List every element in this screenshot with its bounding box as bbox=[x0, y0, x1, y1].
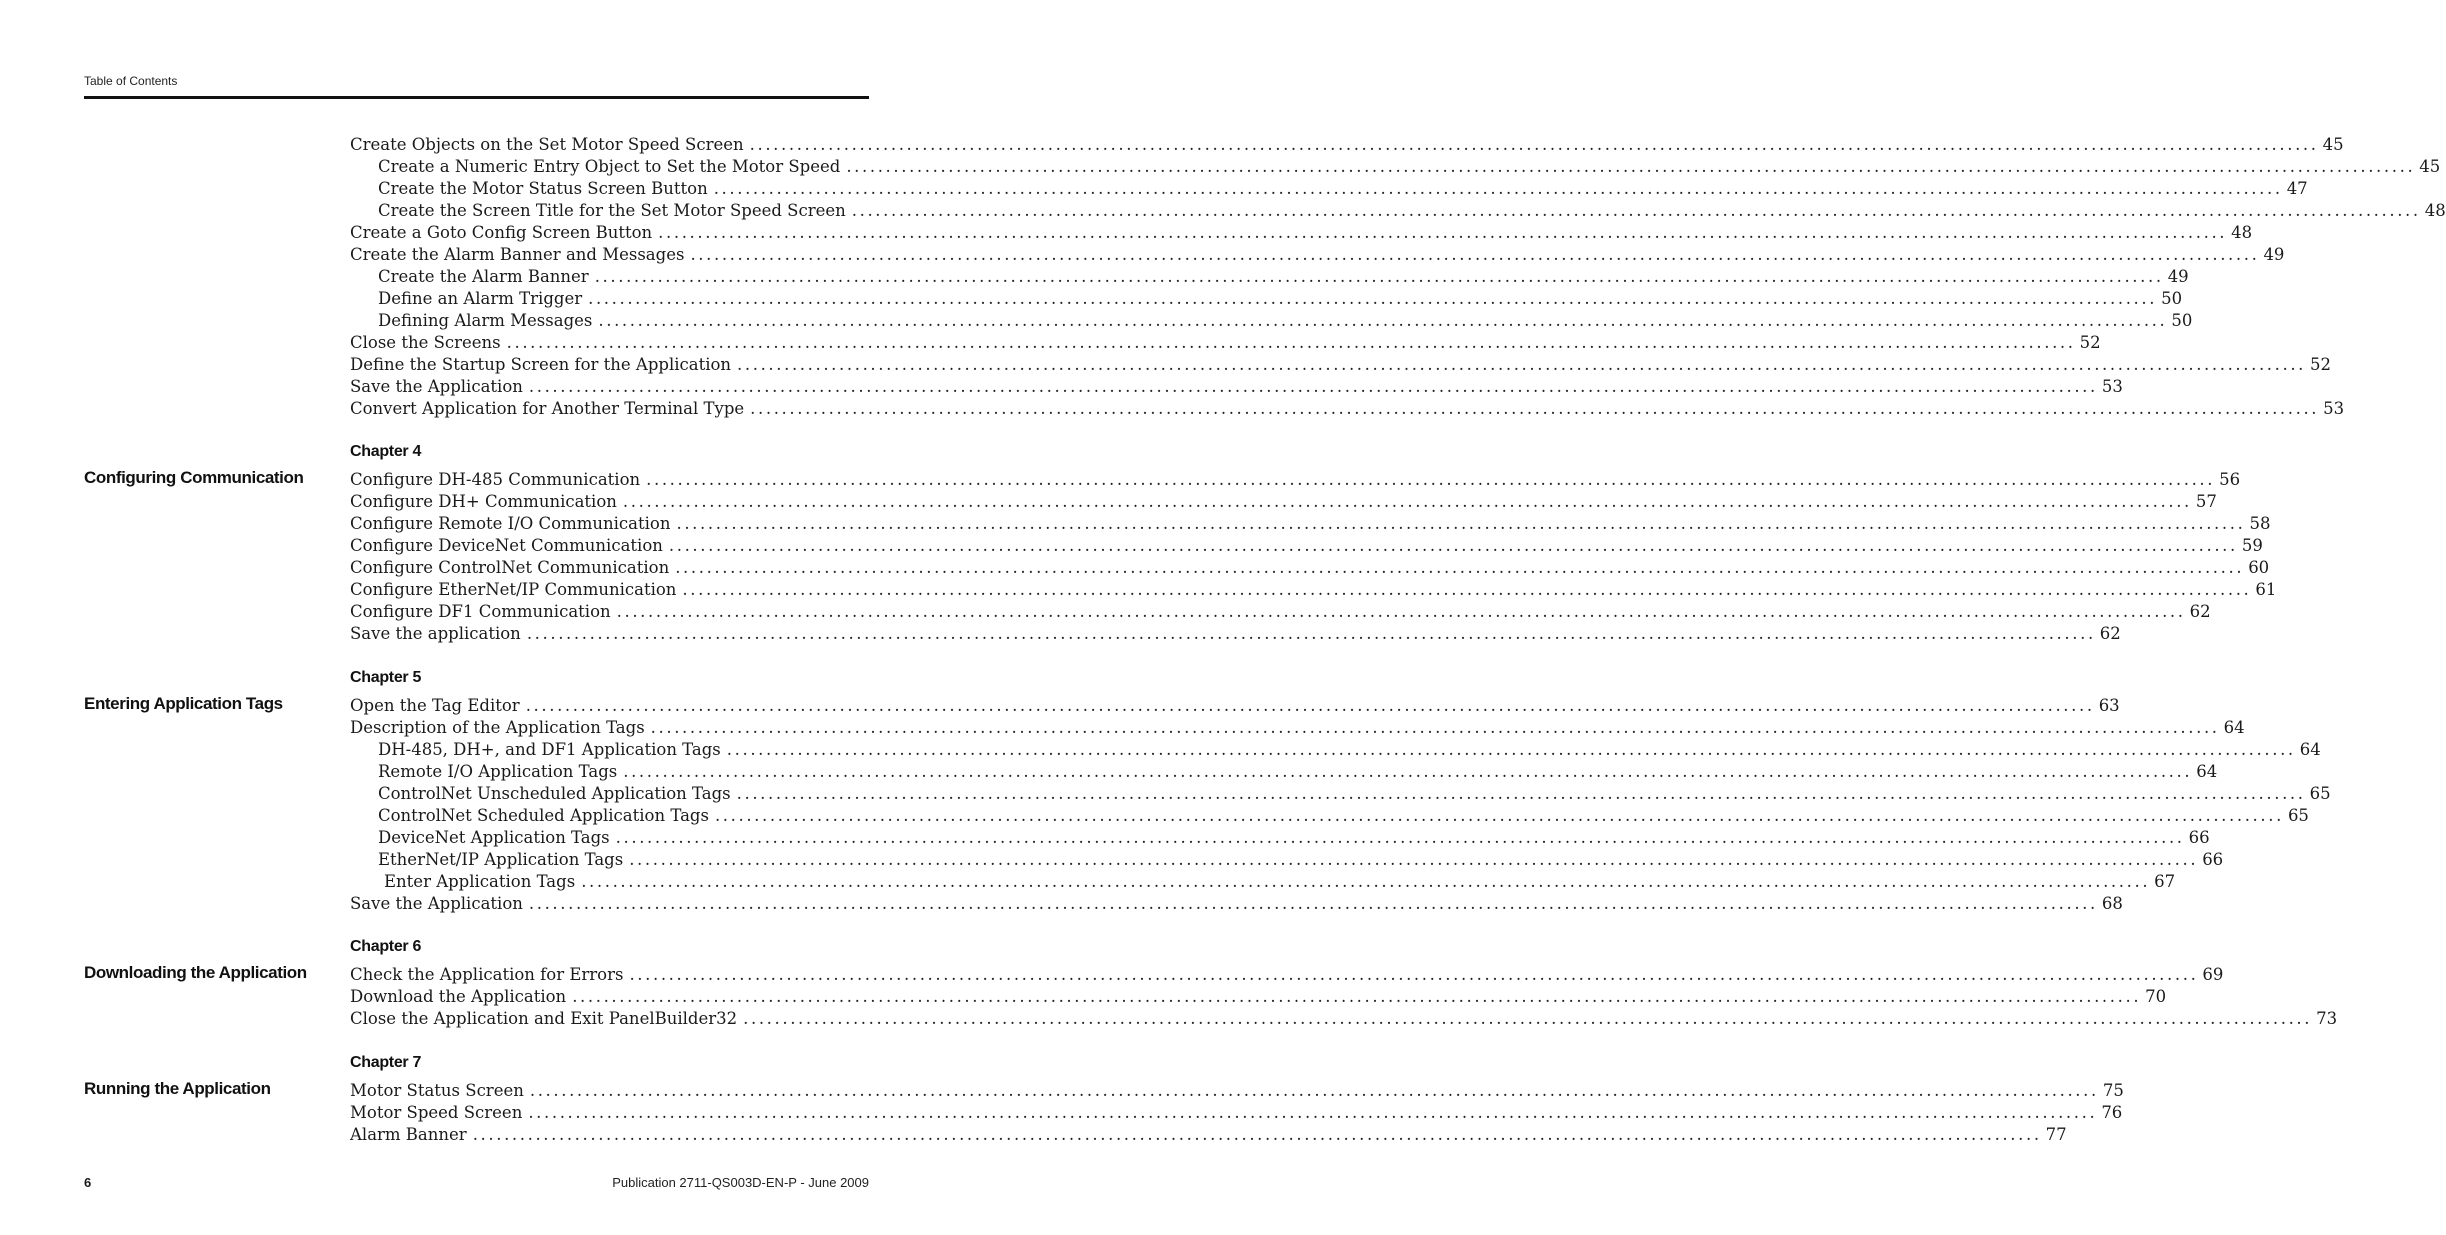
toc-entry-page: 63 bbox=[2098, 696, 2120, 715]
toc-entry-page: 48 bbox=[2231, 223, 2253, 242]
toc-entry[interactable] bbox=[350, 178, 2308, 200]
toc-entry[interactable] bbox=[350, 156, 2441, 178]
toc-entry-title: Save the application bbox=[350, 624, 521, 643]
dot-leader: ........................................................................................................................................................................................................ bbox=[616, 602, 2186, 621]
toc-entry-page: 66 bbox=[2188, 828, 2210, 847]
dot-leader: ........................................................................................................................................................................................................ bbox=[737, 355, 2307, 374]
toc-entry-title: Create a Numeric Entry Object to Set the Motor Speed bbox=[378, 157, 841, 176]
toc-entry-page: 47 bbox=[2286, 179, 2308, 198]
toc-entry[interactable] bbox=[350, 244, 2285, 266]
dot-leader: ........................................................................................................................................................................................................ bbox=[594, 267, 2164, 286]
dot-leader: ........................................................................................................................................................................................................ bbox=[526, 624, 2096, 643]
toc-entry[interactable] bbox=[350, 986, 2167, 1008]
toc-entry-title: Configure DH+ Communication bbox=[350, 492, 617, 511]
toc-entry-page: 76 bbox=[2101, 1103, 2123, 1122]
toc-entry[interactable] bbox=[350, 805, 2309, 827]
toc-entry-title: Define the Startup Screen for the Application bbox=[350, 355, 732, 374]
toc-entry-page: 69 bbox=[2202, 965, 2224, 984]
dot-leader: ........................................................................................................................................................................................................ bbox=[528, 1103, 2098, 1122]
toc-entry-title: Defining Alarm Messages bbox=[378, 311, 593, 330]
toc-entry-page: 52 bbox=[2079, 333, 2101, 352]
toc-entry-title: Remote I/O Application Tags bbox=[378, 762, 618, 781]
toc-entry-page: 64 bbox=[2196, 762, 2218, 781]
toc-entry-page: 49 bbox=[2167, 267, 2189, 286]
toc-entry-title: ControlNet Scheduled Application Tags bbox=[378, 806, 709, 825]
toc-entry-title: Configure DH-485 Communication bbox=[350, 470, 641, 489]
chapter-heading: Chapter 7 bbox=[350, 1054, 422, 1071]
toc-entry-title: Configure EtherNet/IP Communication bbox=[350, 580, 677, 599]
dot-leader: ........................................................................................................................................................................................................ bbox=[623, 762, 2193, 781]
chapter-heading: Chapter 6 bbox=[350, 938, 422, 955]
toc-entry-page: 65 bbox=[2287, 806, 2309, 825]
toc-entry[interactable] bbox=[350, 535, 2263, 557]
dot-leader: ........................................................................................................................................................................................................ bbox=[743, 1009, 2313, 1028]
toc-entry-page: 64 bbox=[2299, 740, 2321, 759]
toc-entry[interactable] bbox=[350, 601, 2211, 623]
dot-leader: ........................................................................................................................................................................................................ bbox=[668, 536, 2238, 555]
dot-leader: ........................................................................................................................................................................................................ bbox=[629, 850, 2199, 869]
toc-entry[interactable] bbox=[350, 398, 2345, 420]
dot-leader: ........................................................................................................................................................................................................ bbox=[713, 179, 2283, 198]
dot-leader: ........................................................................................................................................................................................................ bbox=[528, 894, 2098, 913]
toc-entry-title: Open the Tag Editor bbox=[350, 696, 520, 715]
toc-entry-title: DH-485, DH+, and DF1 Application Tags bbox=[378, 740, 721, 759]
toc-entry-title: Enter Application Tags bbox=[384, 872, 576, 891]
toc-entry-page: 70 bbox=[2145, 987, 2167, 1006]
toc-entry-page: 62 bbox=[2099, 624, 2121, 643]
toc-entry[interactable] bbox=[350, 332, 2101, 354]
toc-entry[interactable] bbox=[350, 222, 2253, 244]
dot-leader: ........................................................................................................................................................................................................ bbox=[528, 377, 2098, 396]
dot-leader: ........................................................................................................................................................................................................ bbox=[650, 718, 2220, 737]
dot-leader: ........................................................................................................................................................................................................ bbox=[851, 201, 2421, 220]
toc-entry[interactable] bbox=[350, 893, 2123, 915]
dot-leader: ........................................................................................................................................................................................................ bbox=[598, 311, 2168, 330]
dot-leader: ........................................................................................................................................................................................................ bbox=[506, 333, 2076, 352]
toc-entry[interactable] bbox=[350, 1102, 2123, 1124]
toc-entry-title: Configure DeviceNet Communication bbox=[350, 536, 663, 555]
toc-entry-title: Download the Application bbox=[350, 987, 567, 1006]
running-header: Table of Contents bbox=[84, 74, 178, 88]
toc-entry-title: Save the Application bbox=[350, 377, 523, 396]
toc-entry[interactable] bbox=[350, 134, 2344, 156]
toc-entry[interactable] bbox=[350, 513, 2271, 535]
section-title: Entering Application Tags bbox=[84, 694, 283, 713]
dot-leader: ........................................................................................................................................................................................................ bbox=[846, 157, 2416, 176]
toc-entry-title: Configure ControlNet Communication bbox=[350, 558, 670, 577]
toc-entry[interactable] bbox=[350, 827, 2210, 849]
toc-entry-title: ControlNet Unscheduled Application Tags bbox=[378, 784, 731, 803]
toc-entry[interactable] bbox=[350, 717, 2245, 739]
toc-entry-title: Create the Motor Status Screen Button bbox=[378, 179, 708, 198]
toc-entry[interactable] bbox=[350, 1124, 2067, 1146]
toc-entry[interactable] bbox=[350, 783, 2331, 805]
section-title: Configuring Communication bbox=[84, 468, 304, 487]
toc-entry-page: 50 bbox=[2161, 289, 2183, 308]
dot-leader: ........................................................................................................................................................................................................ bbox=[472, 1125, 2042, 1144]
toc-entry-title: EtherNet/IP Application Tags bbox=[378, 850, 624, 869]
toc-entry[interactable] bbox=[350, 310, 2193, 332]
toc-entry[interactable] bbox=[350, 739, 2321, 761]
toc-entry-page: 56 bbox=[2219, 470, 2241, 489]
dot-leader: ........................................................................................................................................................................................................ bbox=[676, 514, 2246, 533]
dot-leader: ........................................................................................................................................................................................................ bbox=[714, 806, 2284, 825]
toc-entry[interactable] bbox=[350, 376, 2123, 398]
dot-leader: ........................................................................................................................................................................................................ bbox=[675, 558, 2245, 577]
toc-entry-page: 66 bbox=[2202, 850, 2224, 869]
toc-entry[interactable] bbox=[350, 761, 2218, 783]
chapter-heading: Chapter 5 bbox=[350, 669, 422, 686]
toc-entry-title: DeviceNet Application Tags bbox=[378, 828, 610, 847]
toc-entry[interactable] bbox=[350, 1080, 2124, 1102]
toc-entry[interactable] bbox=[350, 871, 2176, 893]
toc-entry[interactable] bbox=[350, 200, 2446, 222]
publication-info: Publication 2711-QS003D-EN-P - June 2009 bbox=[612, 1175, 869, 1190]
toc-entry[interactable] bbox=[350, 695, 2120, 717]
toc-entry-page: 75 bbox=[2102, 1081, 2124, 1100]
toc-entry-page: 77 bbox=[2045, 1125, 2067, 1144]
toc-entry-title: Motor Speed Screen bbox=[350, 1103, 523, 1122]
toc-entry[interactable] bbox=[350, 849, 2224, 871]
toc-entry-page: 65 bbox=[2309, 784, 2331, 803]
toc-entry-page: 60 bbox=[2248, 558, 2270, 577]
toc-entry-title: Save the Application bbox=[350, 894, 523, 913]
dot-leader: ........................................................................................................................................................................................................ bbox=[629, 965, 2199, 984]
toc-entry-page: 45 bbox=[2322, 135, 2344, 154]
toc-entry-title: Alarm Banner bbox=[350, 1125, 467, 1144]
toc-entry[interactable] bbox=[350, 623, 2121, 645]
toc-entry[interactable] bbox=[350, 288, 2183, 310]
dot-leader: ........................................................................................................................................................................................................ bbox=[588, 289, 2158, 308]
dot-leader: ........................................................................................................................................................................................................ bbox=[658, 223, 2228, 242]
toc-entry-title: Convert Application for Another Terminal Type bbox=[350, 399, 745, 418]
toc-entry-title: Check the Application for Errors bbox=[350, 965, 624, 984]
dot-leader: ........................................................................................................................................................................................................ bbox=[646, 470, 2216, 489]
page-number: 6 bbox=[84, 1175, 92, 1190]
toc-entry-page: 64 bbox=[2223, 718, 2245, 737]
toc-entry-title: Configure DF1 Communication bbox=[350, 602, 611, 621]
toc-entry-page: 61 bbox=[2255, 580, 2277, 599]
toc-entry-title: Close the Application and Exit PanelBuilder32 bbox=[350, 1009, 738, 1028]
dot-leader: ........................................................................................................................................................................................................ bbox=[690, 245, 2260, 264]
toc-entry[interactable] bbox=[350, 354, 2332, 376]
toc-entry-title: Close the Screens bbox=[350, 333, 501, 352]
toc-entry-page: 48 bbox=[2424, 201, 2446, 220]
toc-entry[interactable] bbox=[350, 491, 2217, 513]
toc-entry[interactable] bbox=[350, 579, 2277, 601]
toc-entry-page: 50 bbox=[2171, 311, 2193, 330]
toc-entry-page: 59 bbox=[2241, 536, 2263, 555]
toc-entry-title: Create the Alarm Banner bbox=[378, 267, 589, 286]
header-rule bbox=[84, 96, 869, 99]
toc-entry-title: Create the Alarm Banner and Messages bbox=[350, 245, 685, 264]
dot-leader: ........................................................................................................................................................................................................ bbox=[682, 580, 2252, 599]
toc-entry-page: 67 bbox=[2154, 872, 2176, 891]
toc-entry-page: 68 bbox=[2101, 894, 2123, 913]
dot-leader: ........................................................................................................................................................................................................ bbox=[572, 987, 2142, 1006]
toc-entry-page: 45 bbox=[2419, 157, 2441, 176]
toc-entry[interactable] bbox=[350, 557, 2270, 579]
toc-entry-page: 73 bbox=[2316, 1009, 2338, 1028]
toc-entry-title: Motor Status Screen bbox=[350, 1081, 524, 1100]
toc-entry[interactable] bbox=[350, 1008, 2338, 1030]
toc-entry-page: 57 bbox=[2195, 492, 2217, 511]
toc-entry[interactable] bbox=[350, 469, 2241, 491]
dot-leader: ........................................................................................................................................................................................................ bbox=[615, 828, 2185, 847]
dot-leader: ........................................................................................................................................................................................................ bbox=[622, 492, 2192, 511]
dot-leader: ........................................................................................................................................................................................................ bbox=[726, 740, 2296, 759]
toc-entry-title: Create the Screen Title for the Set Motor Speed Screen bbox=[378, 201, 846, 220]
dot-leader: ........................................................................................................................................................................................................ bbox=[736, 784, 2306, 803]
dot-leader: ........................................................................................................................................................................................................ bbox=[525, 696, 2095, 715]
toc-entry-page: 58 bbox=[2249, 514, 2271, 533]
toc-entry-page: 52 bbox=[2310, 355, 2332, 374]
toc-entry-page: 53 bbox=[2101, 377, 2123, 396]
toc-entry-title: Configure Remote I/O Communication bbox=[350, 514, 671, 533]
chapter-heading: Chapter 4 bbox=[350, 443, 422, 460]
toc-entry-title: Description of the Application Tags bbox=[350, 718, 645, 737]
toc-entry-title: Create a Goto Config Screen Button bbox=[350, 223, 653, 242]
toc-entry[interactable] bbox=[350, 266, 2189, 288]
toc-entry-page: 49 bbox=[2263, 245, 2285, 264]
toc-entry-title: Define an Alarm Trigger bbox=[378, 289, 583, 308]
toc-entry-page: 53 bbox=[2323, 399, 2345, 418]
dot-leader: ........................................................................................................................................................................................................ bbox=[749, 135, 2319, 154]
section-title: Downloading the Application bbox=[84, 963, 307, 982]
toc-entry-page: 62 bbox=[2189, 602, 2211, 621]
section-title: Running the Application bbox=[84, 1079, 271, 1098]
dot-leader: ........................................................................................................................................................................................................ bbox=[750, 399, 2320, 418]
dot-leader: ........................................................................................................................................................................................................ bbox=[581, 872, 2151, 891]
dot-leader: ........................................................................................................................................................................................................ bbox=[529, 1081, 2099, 1100]
toc-entry[interactable] bbox=[350, 964, 2224, 986]
toc-entry-title: Create Objects on the Set Motor Speed Screen bbox=[350, 135, 744, 154]
